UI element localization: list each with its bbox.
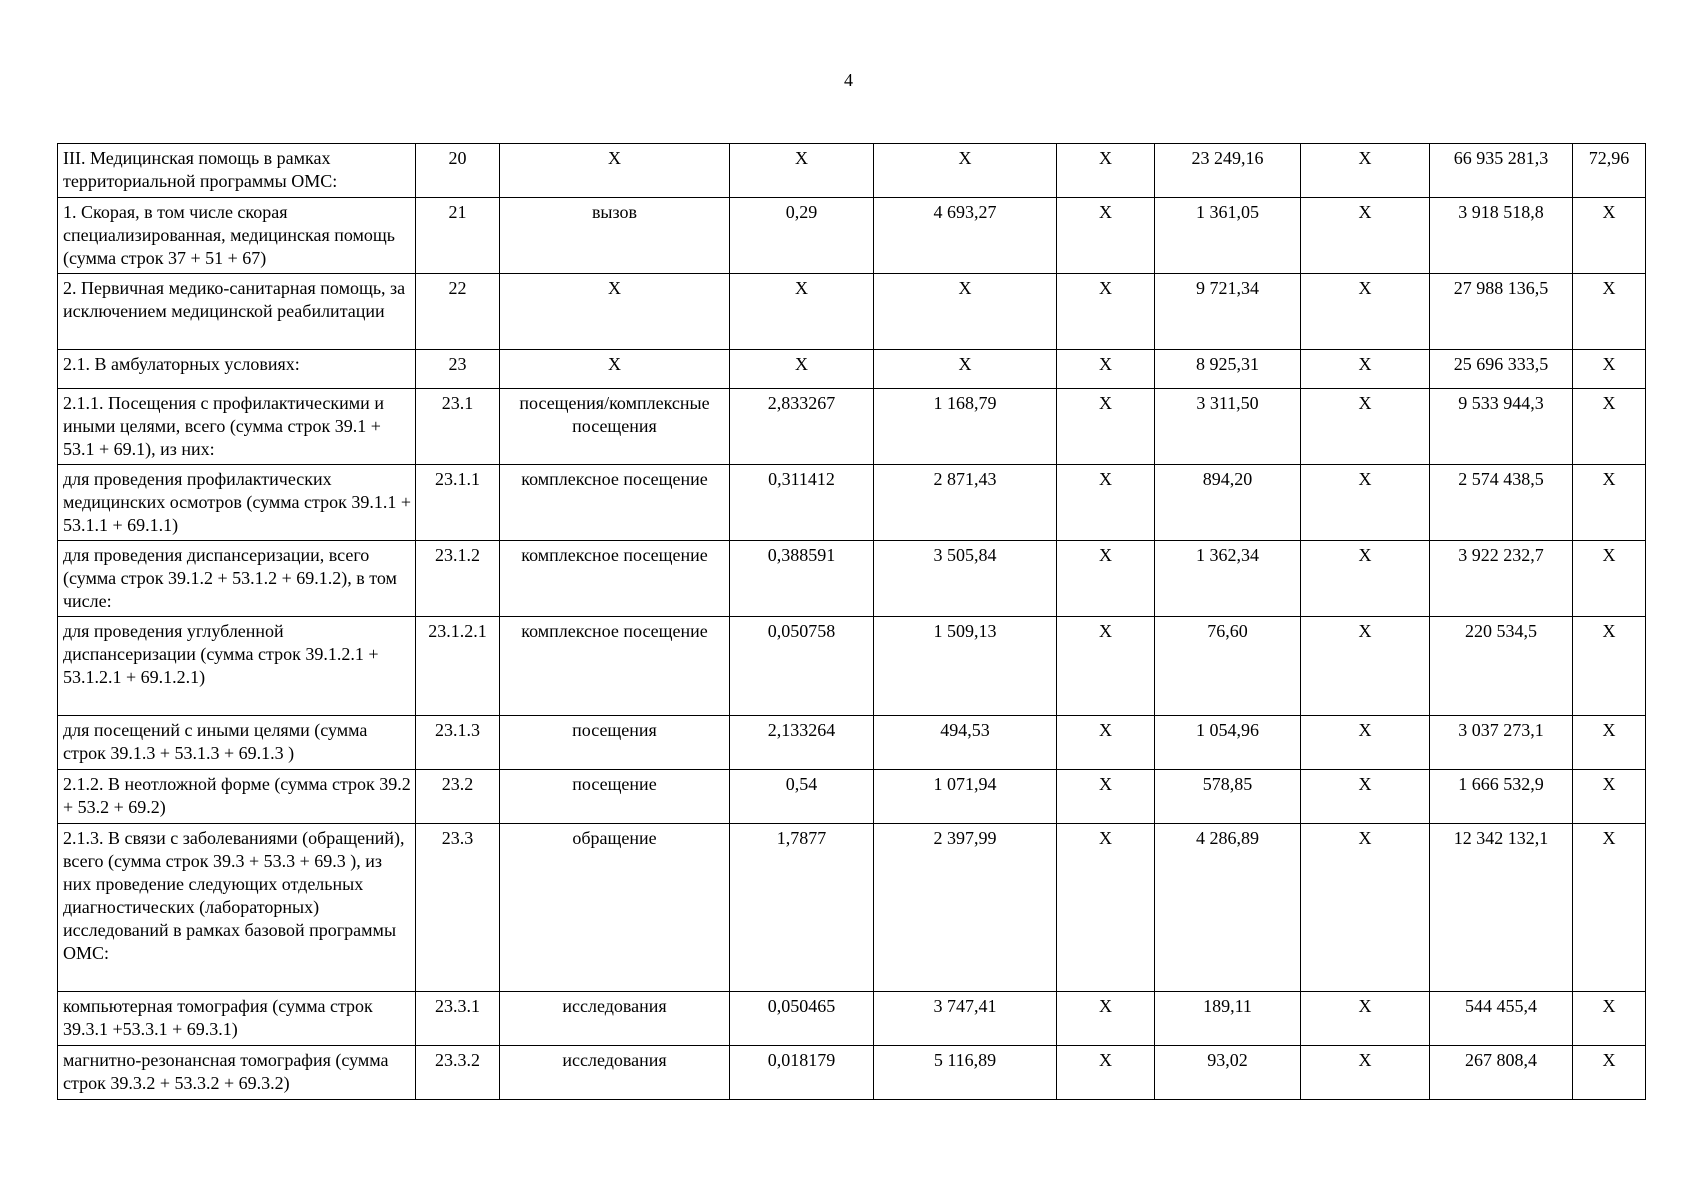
volume-norm-cell: 0,29	[730, 198, 874, 274]
oms-total-cell: 27 988 136,5	[1430, 274, 1573, 350]
budget-total-cell: X	[1301, 770, 1430, 824]
budget-per-capita-cell: X	[1057, 824, 1155, 992]
row-code-cell: 23.3	[416, 824, 500, 992]
percent-cell: X	[1573, 992, 1646, 1046]
row-name-cell: 1. Скорая, в том числе скорая специализированная, медицинская помощь (сумма строк 37 + 51 + 67)	[58, 198, 416, 274]
unit-cell: посещение	[500, 770, 730, 824]
budget-total-cell: X	[1301, 465, 1430, 541]
table-row	[58, 824, 1646, 992]
row-name-cell: III. Медицинская помощь в рамках территориальной программы ОМС:	[58, 144, 416, 198]
oms-total-cell: 220 534,5	[1430, 617, 1573, 716]
percent-cell: X	[1573, 1046, 1646, 1100]
oms-total-cell: 12 342 132,1	[1430, 824, 1573, 992]
row-name-cell: магнитно-резонансная томография (сумма строк 39.3.2 + 53.3.2 + 69.3.2)	[58, 1046, 416, 1100]
oms-per-capita-cell: 1 361,05	[1155, 198, 1301, 274]
budget-per-capita-cell: X	[1057, 617, 1155, 716]
oms-total-cell: 2 574 438,5	[1430, 465, 1573, 541]
unit-cost-cell: 1 509,13	[874, 617, 1057, 716]
table-row	[58, 992, 1646, 1046]
row-name-cell: 2.1.1. Посещения с профилактическими и иными целями, всего (сумма строк 39.1 + 53.1 + 69.1), из них:	[58, 389, 416, 465]
program-table	[57, 143, 1646, 1100]
oms-per-capita-cell: 189,11	[1155, 992, 1301, 1046]
row-name-cell: 2.1. В амбулаторных условиях:	[58, 350, 416, 389]
budget-per-capita-cell: X	[1057, 465, 1155, 541]
percent-cell: X	[1573, 824, 1646, 992]
table-row	[58, 198, 1646, 274]
unit-cell: комплексное посещение	[500, 541, 730, 617]
percent-cell: X	[1573, 770, 1646, 824]
percent-cell: X	[1573, 541, 1646, 617]
budget-per-capita-cell: X	[1057, 716, 1155, 770]
row-code-cell: 23.1.2.1	[416, 617, 500, 716]
row-name-cell: для проведения углубленной диспансеризации (сумма строк 39.1.2.1 + 53.1.2.1 + 69.1.2.1)	[58, 617, 416, 716]
budget-total-cell: X	[1301, 716, 1430, 770]
volume-norm-cell: 0,54	[730, 770, 874, 824]
unit-cell: X	[500, 350, 730, 389]
percent-cell: 72,96	[1573, 144, 1646, 198]
oms-total-cell: 66 935 281,3	[1430, 144, 1573, 198]
oms-total-cell: 3 918 518,8	[1430, 198, 1573, 274]
budget-total-cell: X	[1301, 541, 1430, 617]
budget-per-capita-cell: X	[1057, 144, 1155, 198]
percent-cell: X	[1573, 198, 1646, 274]
volume-norm-cell: 0,050758	[730, 617, 874, 716]
table-row	[58, 465, 1646, 541]
row-name-cell: для проведения диспансеризации, всего (сумма строк 39.1.2 + 53.1.2 + 69.1.2), в том числе:	[58, 541, 416, 617]
budget-total-cell: X	[1301, 1046, 1430, 1100]
oms-per-capita-cell: 894,20	[1155, 465, 1301, 541]
unit-cost-cell: X	[874, 144, 1057, 198]
row-code-cell: 23.1.2	[416, 541, 500, 617]
row-code-cell: 23.2	[416, 770, 500, 824]
budget-total-cell: X	[1301, 389, 1430, 465]
row-code-cell: 20	[416, 144, 500, 198]
percent-cell: X	[1573, 716, 1646, 770]
table-row	[58, 617, 1646, 716]
unit-cost-cell: 1 071,94	[874, 770, 1057, 824]
budget-per-capita-cell: X	[1057, 198, 1155, 274]
oms-per-capita-cell: 8 925,31	[1155, 350, 1301, 389]
oms-per-capita-cell: 1 054,96	[1155, 716, 1301, 770]
unit-cost-cell: 494,53	[874, 716, 1057, 770]
row-code-cell: 23.3.1	[416, 992, 500, 1046]
volume-norm-cell: X	[730, 350, 874, 389]
table-row	[58, 770, 1646, 824]
budget-total-cell: X	[1301, 198, 1430, 274]
volume-norm-cell: X	[730, 144, 874, 198]
unit-cost-cell: X	[874, 274, 1057, 350]
unit-cell: исследования	[500, 1046, 730, 1100]
oms-total-cell: 3 922 232,7	[1430, 541, 1573, 617]
row-code-cell: 23.3.2	[416, 1046, 500, 1100]
oms-per-capita-cell: 23 249,16	[1155, 144, 1301, 198]
volume-norm-cell: 0,018179	[730, 1046, 874, 1100]
unit-cost-cell: 2 397,99	[874, 824, 1057, 992]
row-code-cell: 21	[416, 198, 500, 274]
percent-cell: X	[1573, 274, 1646, 350]
budget-total-cell: X	[1301, 824, 1430, 992]
budget-per-capita-cell: X	[1057, 274, 1155, 350]
row-name-cell: 2.1.2. В неотложной форме (сумма строк 39.2 + 53.2 + 69.2)	[58, 770, 416, 824]
budget-per-capita-cell: X	[1057, 541, 1155, 617]
oms-total-cell: 25 696 333,5	[1430, 350, 1573, 389]
unit-cell: комплексное посещение	[500, 465, 730, 541]
volume-norm-cell: 0,050465	[730, 992, 874, 1046]
budget-per-capita-cell: X	[1057, 350, 1155, 389]
row-name-cell: 2.1.3. В связи с заболеваниями (обращений), всего (сумма строк 39.3 + 53.3 + 69.3 ), из них проведение следующих отдельных диагностических (лабораторных) исследований в рамках базовой программы ОМС:	[58, 824, 416, 992]
oms-total-cell: 267 808,4	[1430, 1046, 1573, 1100]
row-code-cell: 22	[416, 274, 500, 350]
page-number: 4	[844, 70, 853, 90]
unit-cell: обращение	[500, 824, 730, 992]
row-code-cell: 23	[416, 350, 500, 389]
budget-per-capita-cell: X	[1057, 389, 1155, 465]
unit-cost-cell: 3 505,84	[874, 541, 1057, 617]
row-name-cell: 2. Первичная медико-санитарная помощь, за исключением медицинской реабилитации	[58, 274, 416, 350]
unit-cell: X	[500, 144, 730, 198]
volume-norm-cell: X	[730, 274, 874, 350]
budget-total-cell: X	[1301, 617, 1430, 716]
volume-norm-cell: 0,311412	[730, 465, 874, 541]
oms-per-capita-cell: 76,60	[1155, 617, 1301, 716]
budget-per-capita-cell: X	[1057, 1046, 1155, 1100]
unit-cost-cell: 2 871,43	[874, 465, 1057, 541]
percent-cell: X	[1573, 389, 1646, 465]
row-name-cell: для проведения профилактических медицинских осмотров (сумма строк 39.1.1 + 53.1.1 + 69.1.1)	[58, 465, 416, 541]
oms-total-cell: 9 533 944,3	[1430, 389, 1573, 465]
oms-per-capita-cell: 578,85	[1155, 770, 1301, 824]
oms-total-cell: 544 455,4	[1430, 992, 1573, 1046]
volume-norm-cell: 2,833267	[730, 389, 874, 465]
budget-per-capita-cell: X	[1057, 992, 1155, 1046]
unit-cell: вызов	[500, 198, 730, 274]
volume-norm-cell: 2,133264	[730, 716, 874, 770]
unit-cell: комплексное посещение	[500, 617, 730, 716]
table-row	[58, 1046, 1646, 1100]
row-code-cell: 23.1	[416, 389, 500, 465]
row-code-cell: 23.1.3	[416, 716, 500, 770]
table-row	[58, 274, 1646, 350]
volume-norm-cell: 0,388591	[730, 541, 874, 617]
volume-norm-cell: 1,7877	[730, 824, 874, 992]
unit-cost-cell: 4 693,27	[874, 198, 1057, 274]
oms-per-capita-cell: 4 286,89	[1155, 824, 1301, 992]
budget-total-cell: X	[1301, 350, 1430, 389]
table-row	[58, 350, 1646, 389]
row-name-cell: компьютерная томография (сумма строк 39.3.1 +53.3.1 + 69.3.1)	[58, 992, 416, 1046]
unit-cost-cell: 5 116,89	[874, 1046, 1057, 1100]
unit-cell: исследования	[500, 992, 730, 1046]
percent-cell: X	[1573, 617, 1646, 716]
budget-total-cell: X	[1301, 992, 1430, 1046]
unit-cell: посещения/комплексные посещения	[500, 389, 730, 465]
budget-total-cell: X	[1301, 274, 1430, 350]
oms-per-capita-cell: 93,02	[1155, 1046, 1301, 1100]
unit-cell: посещения	[500, 716, 730, 770]
unit-cost-cell: X	[874, 350, 1057, 389]
unit-cell: X	[500, 274, 730, 350]
row-code-cell: 23.1.1	[416, 465, 500, 541]
table-row	[58, 716, 1646, 770]
oms-per-capita-cell: 1 362,34	[1155, 541, 1301, 617]
unit-cost-cell: 3 747,41	[874, 992, 1057, 1046]
budget-total-cell: X	[1301, 144, 1430, 198]
table-row	[58, 389, 1646, 465]
percent-cell: X	[1573, 350, 1646, 389]
budget-per-capita-cell: X	[1057, 770, 1155, 824]
row-name-cell: для посещений с иными целями (сумма строк 39.1.3 + 53.1.3 + 69.1.3 )	[58, 716, 416, 770]
percent-cell: X	[1573, 465, 1646, 541]
oms-total-cell: 1 666 532,9	[1430, 770, 1573, 824]
oms-total-cell: 3 037 273,1	[1430, 716, 1573, 770]
unit-cost-cell: 1 168,79	[874, 389, 1057, 465]
oms-per-capita-cell: 9 721,34	[1155, 274, 1301, 350]
table-row	[58, 144, 1646, 198]
oms-per-capita-cell: 3 311,50	[1155, 389, 1301, 465]
table-row	[58, 541, 1646, 617]
